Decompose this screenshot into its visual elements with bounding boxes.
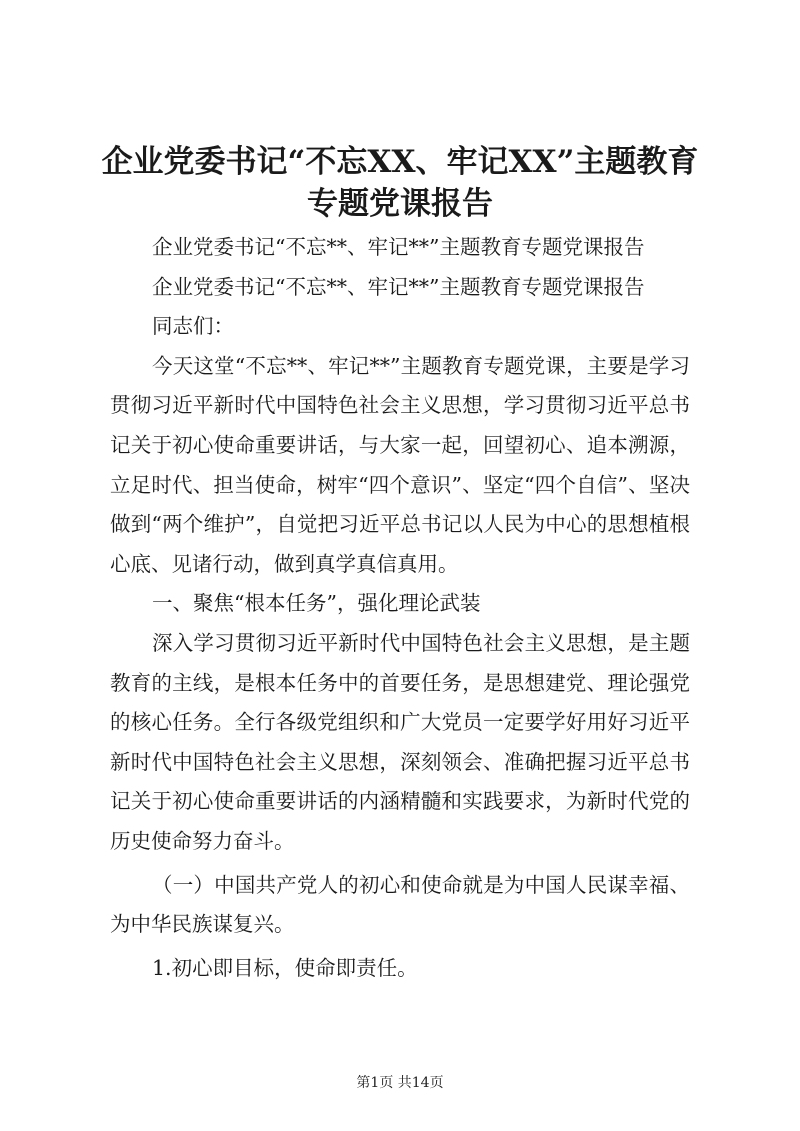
section-1-paragraph: 深入学习贯彻习近平新时代中国特色社会主义思想，是主题教育的主线，是根本任务中的首要任务，是思想建党、理论强党的核心任务。全行各级党组织和广大党员一定要学好用好习近平新时代中国特色社会主义思想，深刻领会、准确把握习近平总书记关于初心使命重要讲话的内涵精髓和实践要求，为新时代党的历史使命努力奋斗。: [110, 630, 690, 853]
subtitle-paragraph-repeat: 企业党委书记“不忘**、牢记**”主题教育专题党课报告: [152, 274, 645, 299]
point-heading-1: 1.初心即目标，使命即责任。: [152, 955, 418, 980]
document-title-line-2: 专题党课报告: [307, 186, 493, 222]
subsection-heading-1: （一）中国共产党人的初心和使命就是为中国人民谋幸福、为中华民族谋复兴。: [110, 872, 690, 937]
salutation-paragraph: 同志们：: [152, 314, 235, 339]
document-title-line-1: 企业党委书记“不忘XX、牢记XX”主题教育: [101, 144, 699, 180]
document-body: [110, 228, 690, 988]
section-heading-1: 一、聚焦“根本任务”，强化理论武装: [152, 591, 481, 616]
page-footer: 第1页 共14页: [356, 1075, 444, 1091]
subtitle-paragraph: 企业党委书记“不忘**、牢记**”主题教育专题党课报告: [152, 235, 645, 259]
intro-paragraph: 今天这堂“不忘**、牢记**”主题教育专题党课，主要是学习贯彻习近平新时代中国特色社会主义思想，学习贯彻习近平总书记关于初心使命重要讲话，与大家一起，回望初心、追本溯源，立足时代、担当使命，树牢“四个意识”、坚定“四个自信”、坚决做到“两个维护”，自觉把习近平总书记以人民为中心的思想植根心底、见诸行动，做到真学真信真用。: [110, 353, 690, 576]
